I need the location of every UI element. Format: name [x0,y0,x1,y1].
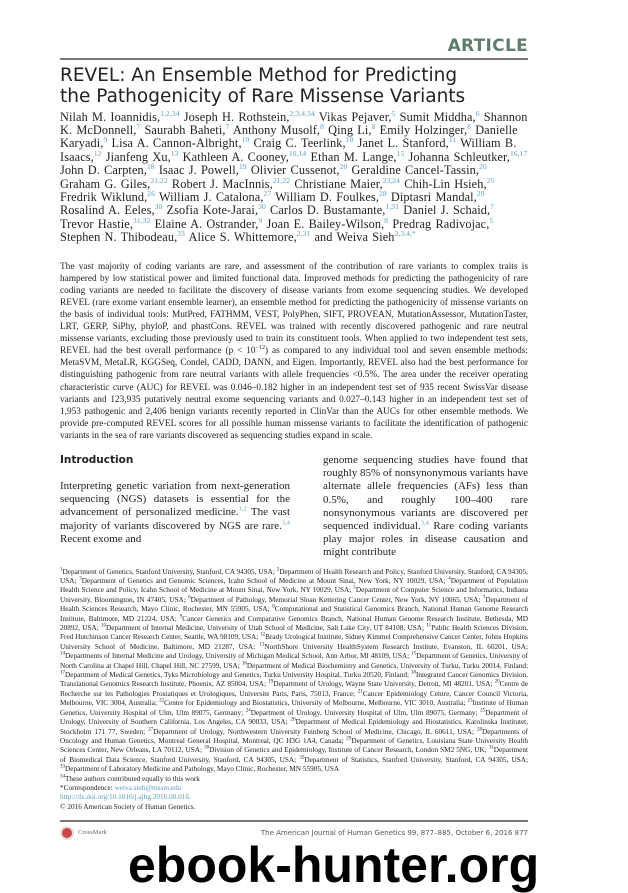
author-affiliation-marker[interactable]: 7 [136,121,141,131]
article-page [60,0,540,893]
author [251,163,347,177]
author-affiliation-marker[interactable]: 2,3,4,34 [289,108,315,118]
affiliation-text: Integrated Cancer Genomics Division, Translational Genomics Research Institute, Phoenix, AZ 85004, USA; [60,671,528,689]
author-name: Robert J. MacInnis, [171,176,273,191]
affiliation-number: 15 [411,651,417,657]
footer-rule [60,820,528,822]
author [358,136,457,150]
affiliation-number: 10 [101,623,107,629]
author-affiliation-marker[interactable]: 9 [258,215,263,225]
affiliation-text: Centre for Epidemiology and Biostatistics, University of Melbourne, Melbourne, VIC 3010, Australia; [164,699,468,708]
intro-text: Interpreting genetic variation from next-generation sequencing (NGS) datasets is essential for the advancement of personalized medicine. [60,479,290,519]
affiliation-number: 26 [290,717,296,723]
affiliation-number: 8 [272,604,275,610]
affiliation-number: 1 [60,567,63,573]
author-name: William D. Foulkes, [275,189,380,204]
author [380,123,471,137]
author-affiliation-marker[interactable]: 26 [147,188,155,198]
author-affiliation-marker[interactable]: 30 [154,202,163,212]
affiliation-text: Department of Population Health Science and Policy, Icahn School of Medicine at Mount Sinai, New York, NY 10029, USA; [60,577,528,595]
author [60,110,180,124]
author-name: Lisa A. Cannon-Albright, [111,136,242,151]
affiliation-text: Computational and Statistical Genomics Branch, National Human Genome Research Institute, Baltimore, MD 21224, USA; [60,605,528,623]
author-name: Rosalind A. Eeles, [60,203,155,218]
article-type-label: ARTICLE [447,36,528,56]
affiliation-number: 12 [260,633,266,639]
author [314,230,415,244]
correspondence-label: *Correspondence: [60,783,115,792]
affiliation-number: 32 [299,755,305,761]
abstract-text-2: ) as compared to any individual tool and seven ensemble methods: MetaSVM, MetaLR, KGGSeq, Condel, CADD, DANN, and Eigen. Importantly, REVEL also had the best performance for distinguishing pathogenic from rare neutral variants with allele frequencies <0.5%. The area under the receiver operating characteristic curve (AUC) for REVEL was 0.046–0.182 higher in an independent test set of 935 recent SwissVar disease variants and 123,935 putatively neutral exome sequencing variants and 0.027–0.143 higher in an independent test set of 1,953 pathogenic and 2,406 benign variants recently reported in ClinVar than the AUCs for other ensemble methods. We provide pre-computed REVEL scores for all possible human missense variants to facilitate the identification of pathogenic variants in the sea of rare variants discovered as sequencing studies expand in scale. [60,346,528,441]
author [60,217,150,231]
author-name: Fredrik Wiklund, [60,189,148,204]
author [319,110,396,124]
abstract-text-1: The vast majority of coding variants are rare, and assessment of the contribution of rare variants to complex traits is hampered by low statistical power and limited functional data. Improved methods for predicting the pathogenicity of rare coding variants are needed to facilitate the discovery of disease variants from exome sequencing studies. We developed REVEL (rare exome variant ensemble learner), an ensemble method for predicting the pathogenicity of missense variants on the basis of individual tools: MutPred, FATHMM, VEST, PolyPhen, SIFT, PROVEAN, MutationAssessor, MutationTaster, LRT, GERP, SiPhy, phyloP, and phastCons. REVEL was trained with recently discovered pathogenic and rare neutral missense variants, excluding those previously used to train its constituent tools. When applied to two independent test sets, REVEL had the best overall performance (p < 10 [60,261,528,357]
affiliation-number: 14 [60,651,65,657]
author-name: Janet L. Stanford, [357,136,449,151]
author-list [60,108,528,245]
title-line-2: the Pathogenicity of Rare Missense Variants [60,85,466,107]
author [106,150,179,164]
author-name: Alice S. Whittemore, [188,230,297,245]
author-name: and Weiva Sieh [314,230,395,245]
author-affiliation-marker[interactable]: 13 [170,148,179,158]
author-name: Chih-Lin Hsieh, [404,176,487,191]
affiliation-text: Department of Urology, University of Southern California, Los Angeles, CA 90033, USA; [60,708,528,727]
author-name: Johanna Schleutker, [408,149,510,164]
affiliation-text: Department of Genetics, Stanford University, Stanford, CA 94305, USA; [62,567,277,576]
author-affiliation-marker[interactable]: 8 [467,121,472,131]
citation-link[interactable]: 3,4 [281,518,290,526]
abstract-exponent: −12 [255,345,265,352]
affiliation-number: 5 [353,586,356,591]
correspondence [60,784,528,793]
author-name: Ethan M. Lange, [310,149,397,164]
author-affiliation-marker[interactable]: 6 [475,108,480,118]
author-affiliation-marker[interactable]: 10 [345,135,354,145]
author-name: Zsofia Kote-Jarai, [166,203,259,218]
author [270,203,399,217]
author-affiliation-marker[interactable]: 23,24 [382,175,401,185]
author-name: Saurabh Baheti, [144,122,226,137]
affiliation-text: Institute of Human Genetics, University Hospital of Ulm, Ulm 89075, Germany; [60,699,528,717]
correspondence-email-link[interactable]: weiva.sieh@mssm.edu [114,783,182,792]
journal-citation-footer: The American Journal of Human Genetics 99, 877–885, October 6, 2016 877 [260,828,528,837]
affiliation-number: 33 [60,764,65,770]
affiliation-text: Department of Pathology, Memorial Sloan Kettering Cancer Center, New York, NY 10065, USA; [190,595,483,604]
affiliation-text: Department of Urology, University Hospital of Ulm, Ulm 89075, Germany; [250,708,481,717]
affiliation-text: Department of Laboratory Medicine and Pathology, Mayo Clinic, Rochester, MN 55905, USA [65,765,340,774]
note-text: These authors contributed equally to this work [65,774,200,783]
author-affiliation-marker[interactable]: 8 [320,121,324,131]
section-heading-introduction: Introduction [60,453,134,466]
author-name: Nilah M. Ioannidis, [60,109,161,124]
affiliation-text: Department of Medical Epidemiology and Biostatistics, Karolinska Institutet, Stockholm 171 77, Sweden; [60,718,528,736]
author-name: Christiane Maier, [294,176,383,191]
author [144,123,229,137]
author-name: William B. Isaacs, [60,136,517,164]
author-affiliation-marker[interactable]: 31,32 [133,215,151,225]
affiliation-number: 3 [79,576,82,582]
author-name: Elaine A. Ostrander, [154,216,259,231]
affiliation-number: 16 [241,661,247,667]
author-name: Diptasri Mandal, [390,189,477,204]
author-name: Joseph H. Rothstein, [183,109,290,124]
author-affiliation-marker[interactable]: 8 [384,215,389,225]
crossmark-icon [60,826,74,840]
watermark: ebook-hunter.org [128,836,540,893]
author-affiliation-marker[interactable]: 30 [258,202,266,212]
author-affiliation-marker[interactable]: 25 [486,175,495,185]
affiliation-number: 2 [276,567,280,573]
author-affiliation-marker[interactable]: 20 [479,162,487,172]
note-marker: 34 [60,774,65,780]
copyright: © 2016 American Society of Human Genetics. [60,802,196,811]
citation-link[interactable]: 3,4 [420,519,429,527]
affiliation-text: Departments of Oncology and Human Genetics, Montreal General Hospital, Montreal, QC H3G 1A4, Canada; [60,727,528,745]
author-name: Anthony Musolf, [232,122,321,137]
author [172,177,290,191]
affiliation-text: Department of Computer Science and Informatics, Indiana University, Bloomington, IN 47405, USA; [60,586,528,604]
author [159,190,271,204]
author-name: Emily Holzinger, [379,122,468,137]
author-affiliation-marker[interactable]: 12 [93,148,102,158]
footer-row [60,826,528,840]
author [60,230,185,244]
affiliation-text: Department of Genetics, University of North Carolina at Chapel Hill, Chapel Hill, NC 27599, USA; [60,652,528,670]
affiliation-text: Cancer Genetics and Comparative Genomics Branch, National Human Genome Research Institute, Bethesda, MD 20892, USA; [60,614,528,633]
crossmark-label: CrossMark [78,829,107,837]
equal-contribution-note [60,775,528,784]
affiliation-number: 19 [268,680,274,686]
author-affiliation-marker[interactable]: 33 [177,229,185,239]
author-name: Craig C. Teerlink, [253,136,346,151]
affiliations [60,568,528,813]
author-name: Joan E. Bailey-Wilson, [266,216,385,231]
affiliation-text: Department of Statistics, Stanford University, Stanford, CA 94305, USA; [304,755,528,764]
affiliation-text: Department of Medical Genetics, Tyks Microbiology and Genetics, Turku University Hospital, Turku 20520, Finland; [65,671,411,680]
affiliation-text: Department of Urology, Northwestern University Feinberg School of Medicine, Chicago, IL 60611, USA; [153,727,477,736]
affiliation-number: 23 [467,698,473,704]
author-affiliation-marker[interactable]: 16,17 [509,148,528,158]
affiliation-text: Departments of Internal Medicine and Urology, University of Michigan Medical School, Ann Arbor, MI 48109, USA; [65,652,412,661]
affiliation-number: 4 [448,576,451,582]
affiliation-text: Department of Health Sciences Research, Mayo Clinic, Rochester, MN 55905, USA; [60,595,528,614]
affiliation-number: 9 [179,614,183,620]
author-affiliation-marker[interactable]: 10 [241,135,250,145]
author-name: Kathleen A. Cooney, [182,149,289,164]
author-name: Trevor Hastie, [60,216,133,231]
author-name: William J. Catalona, [158,189,264,204]
affiliation-number: 18 [410,670,416,676]
header-rule [60,58,528,60]
affiliation-text: Department of Urology, Wayne State University, Detroit, MI 48201, USA; [273,680,495,689]
affiliation-number: 30 [204,745,210,751]
author-name: Daniel J. Schaid, [403,203,491,218]
author-affiliation-marker[interactable]: 19 [238,162,247,172]
doi-link[interactable]: http://dx.doi.org/10.1016/j.ajhg.2016.08.016. [60,793,191,802]
affiliation-number: 17 [60,670,65,676]
intro-text: Recent exome and [60,532,142,545]
intro-text: genome sequencing studies have found that roughly 85% of nonsynonymous variants have alternate allele frequencies (AFs) less than 0.5%, and roughly 100–400 rare nonsynonymous variants are discovered per sequenced individual. [323,453,528,532]
author [112,136,250,150]
intro-text: Rare coding variants play major roles in disease causation and might contribute [323,519,528,559]
title-line-1: REVEL: An Ensemble Method for Predicting [60,64,458,86]
affiliation-number: 31 [488,745,494,751]
affiliation-text: Brady Urological Institute, Sidney Kimmel Comprehensive Cancer Center, Johns Hopkins University School of Medicine, Baltimore, MD 21287, USA; [60,633,528,651]
author-name: Carlos D. Bustamante, [270,203,386,218]
author [155,217,263,231]
introduction-section [60,454,528,560]
author [391,190,485,204]
author-affiliation-marker[interactable]: 1,2,34 [160,108,180,118]
affiliation-number: 21 [357,689,363,695]
author-name: Shannon K. McDonnell, [60,109,528,137]
author [310,150,404,164]
affiliation-number: 28 [476,727,482,733]
affiliation-number: 24 [245,708,251,714]
author [60,163,155,177]
author-affiliation-marker[interactable]: 18 [146,162,155,172]
author-name: Stephen N. Thibodeau, [60,230,178,245]
author-name: Vikas Pejaver, [318,109,392,124]
affiliation-text: Public Health Sciences Division, Fred Hutchinson Cancer Research Center, Seattle, WA 98109, USA; [60,624,528,642]
author-affiliation-marker[interactable]: 2,31 [296,229,311,239]
author-affiliation-marker[interactable]: 8 [371,121,376,131]
author-affiliation-marker[interactable]: 10,14 [288,148,307,158]
affiliation-number: 7 [482,595,486,601]
author-affiliation-marker[interactable]: 5 [489,215,494,225]
affiliation-number: 27 [148,727,154,733]
crossmark-badge[interactable] [60,826,107,840]
paper-title [60,65,480,107]
author [409,150,528,164]
author-name: John D. Carpten, [60,163,147,178]
affiliation-number: 11 [426,623,432,629]
affiliation-text: NorthShore University HealthSystem Research Institute, Evanston, IL 60201, USA; [264,642,528,651]
author [267,217,389,231]
author [403,203,494,217]
author-name: Isaac J. Powell, [158,163,239,178]
author-affiliation-marker[interactable]: 5 [391,108,396,118]
author-name: Predrag Radivojac, [392,216,490,231]
intro-left-column-wrap [60,454,290,560]
author-affiliation-marker[interactable]: 11 [448,135,457,145]
author [167,203,266,217]
author-affiliation-marker[interactable]: 21,22 [272,175,291,185]
affiliation-text: Department of Health Research and Policy, Stanford University, Stanford, CA 94305, USA; [60,567,528,585]
affiliation-number: 20 [494,680,500,686]
author-name: Qing Li, [328,122,372,137]
affiliation-number: 29 [346,736,352,742]
affiliation-text: Department of Genetics, Louisiana State University Health Sciences Center, New Orleans, LA 70112, USA; [60,736,528,755]
author-affiliation-marker[interactable]: 9 [103,135,108,145]
affiliation-text: Department of Medical Biochemistry and Genetics, University of Turku, Turku 20014, Finland; [246,661,528,670]
author [188,230,310,244]
intro-text: The vast majority of variants discovered by NGS are rare. [60,506,290,532]
author [352,163,487,177]
author [275,190,387,204]
author-affiliation-marker[interactable]: 2,3,4,* [394,229,416,239]
author-affiliation-marker[interactable]: 20 [339,162,348,172]
author-name: Geraldine Cancel-Tassin, [351,163,480,178]
affiliation-number: 22 [159,698,165,704]
author-affiliation-marker[interactable]: 15 [396,148,405,158]
author-affiliation-marker[interactable]: 28 [379,188,387,198]
author-affiliation-marker[interactable]: 7 [490,202,495,212]
author-name: Jianfeng Xu, [105,149,171,164]
author-affiliation-marker[interactable]: 1,31 [385,202,399,212]
affiliation-list [60,568,528,775]
abstract [60,261,528,442]
author-name: Olivier Cussenot, [250,163,340,178]
author-affiliation-marker[interactable]: 21,22 [150,175,168,185]
intro-left-column [60,480,290,546]
author [159,163,247,177]
affiliation-text: Cancer Epidemiology Centre, Cancer Council Victoria, Melbourne, VIC 3004, Australia; [60,689,528,708]
author-affiliation-marker[interactable]: 7 [225,121,230,131]
affiliation-text: Centre de Recherche sur les Pathologies Prostatiques et Urologiques, Universite Paris, Paris, 75013, France; [60,680,528,698]
affiliation-number: 25 [480,708,486,714]
intro-right-column [323,454,528,560]
affiliation-text: Department of Biomedical Data Science, Stanford University, Stanford, CA 94305, USA; [60,746,529,764]
affiliation-number: 13 [259,642,265,648]
author-name: Danielle Karyadi, [60,122,518,151]
author [184,110,315,124]
affiliation-text: Division of Genetics and Epidemiology, Institute of Cancer Research, London SM2 5NG, UK; [209,746,489,755]
affiliation-text: Department of Genetics and Genomic Sciences, Icahn School of Medicine at Mount Sinai, New York, NY 10029, USA; [81,577,449,585]
author-name: Graham G. Giles, [60,176,151,191]
affiliation-number: 6 [188,595,191,601]
affiliation-text: Department of Internal Medicine, University of Utah School of Medicine, Salt Lake City, UT 84108, USA; [106,624,427,633]
author-name: Sumit Middha, [399,109,476,124]
author-affiliation-marker[interactable]: 27 [263,188,272,198]
citation-link[interactable]: 1,2 [238,505,247,513]
author [60,190,155,204]
author-affiliation-marker[interactable]: 29 [476,188,485,198]
